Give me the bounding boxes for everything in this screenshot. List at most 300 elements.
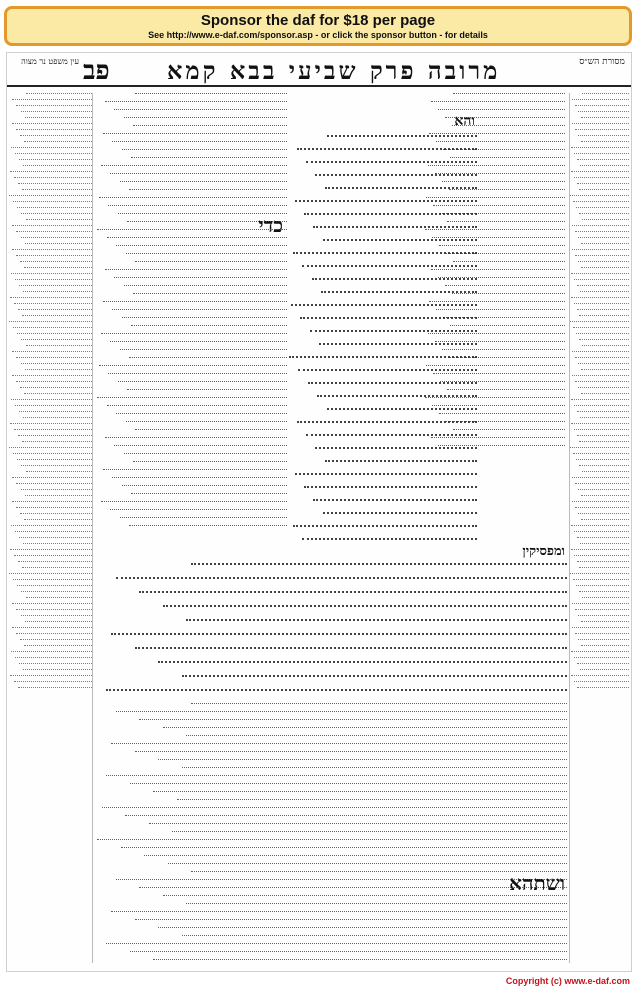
- text-line: [308, 382, 477, 384]
- gemara-wide-block: [97, 543, 567, 703]
- text-line: [293, 252, 477, 254]
- text-line: [9, 321, 92, 322]
- text-line: [582, 93, 629, 94]
- text-line: [126, 421, 288, 422]
- text-line: [106, 775, 567, 776]
- text-line: [24, 519, 92, 520]
- text-line: [13, 453, 92, 454]
- text-line: [581, 267, 629, 268]
- text-line: [112, 309, 287, 310]
- text-line: [22, 441, 92, 442]
- text-line: [577, 159, 629, 160]
- text-line: [581, 369, 629, 370]
- text-line: [577, 411, 629, 412]
- text-line: [578, 135, 629, 136]
- text-line: [313, 226, 477, 228]
- gemara-wide-opening-word: ומפסיקין: [522, 544, 565, 559]
- text-line: [111, 633, 567, 635]
- text-line: [158, 661, 567, 663]
- text-line: [580, 291, 629, 292]
- text-line: [16, 357, 92, 358]
- text-line: [21, 615, 92, 616]
- text-line: [110, 173, 287, 174]
- text-line: [191, 703, 567, 704]
- text-line: [578, 237, 629, 238]
- text-line: [21, 339, 92, 340]
- text-line: [125, 815, 567, 816]
- text-line: [574, 405, 629, 406]
- text-line: [12, 477, 92, 478]
- text-line: [289, 356, 477, 358]
- text-line: [10, 297, 92, 298]
- text-line: [574, 177, 629, 178]
- text-line: [107, 405, 288, 406]
- text-line: [578, 111, 629, 112]
- text-line: [186, 619, 567, 621]
- text-line: [577, 435, 630, 436]
- text-line: [575, 255, 629, 256]
- text-line: [172, 831, 567, 832]
- text-line: [144, 855, 567, 856]
- text-line: [16, 255, 92, 256]
- text-line: [122, 317, 287, 318]
- text-line: [124, 285, 287, 286]
- masoret-heading: מסורת הש״ס: [579, 57, 625, 67]
- text-line: [19, 159, 92, 160]
- text-line: [327, 408, 477, 410]
- sponsor-banner[interactable]: [4, 6, 632, 46]
- text-line: [572, 99, 629, 100]
- text-line: [578, 387, 629, 388]
- text-line: [572, 627, 629, 628]
- text-line: [133, 125, 287, 126]
- text-line: [108, 205, 287, 206]
- text-line: [9, 573, 92, 574]
- text-line: [19, 663, 92, 664]
- text-line: [26, 471, 92, 472]
- text-line: [580, 543, 629, 544]
- text-line: [127, 221, 287, 222]
- text-line: [25, 621, 92, 622]
- text-line: [573, 201, 629, 202]
- text-line: [133, 461, 287, 462]
- text-line: [576, 459, 629, 460]
- text-line: [106, 689, 567, 691]
- text-line: [129, 189, 287, 190]
- text-line: [12, 603, 92, 604]
- text-line: [23, 165, 92, 166]
- text-line: [581, 141, 629, 142]
- text-line: [16, 105, 92, 106]
- text-line: [16, 381, 92, 382]
- text-line: [103, 469, 287, 470]
- text-line: [118, 381, 287, 382]
- text-line: [101, 333, 287, 334]
- text-line: [581, 393, 629, 394]
- text-line: [21, 465, 92, 466]
- text-line: [576, 207, 629, 208]
- text-line: [10, 171, 92, 172]
- text-line: [120, 181, 287, 182]
- text-line: [24, 393, 92, 394]
- text-line: [122, 149, 287, 150]
- text-line: [110, 341, 287, 342]
- text-line: [20, 639, 92, 640]
- text-line: [313, 499, 477, 501]
- text-line: [99, 365, 287, 366]
- text-line: [14, 303, 92, 304]
- text-line: [572, 123, 629, 124]
- text-line: [574, 153, 629, 154]
- text-line: [576, 333, 629, 334]
- text-line: [580, 417, 629, 418]
- text-line: [18, 435, 92, 436]
- text-line: [579, 465, 629, 466]
- text-line: [17, 207, 92, 208]
- text-line: [578, 261, 629, 262]
- tosafot-opening-word: כדי: [258, 213, 283, 237]
- text-line: [581, 519, 629, 520]
- page-header: [7, 53, 631, 87]
- text-line: [20, 387, 92, 388]
- lower-opening-word: ושתהא: [509, 871, 565, 895]
- text-line: [580, 165, 629, 166]
- text-line: [304, 213, 477, 215]
- text-line: [571, 171, 629, 172]
- text-line: [575, 357, 629, 358]
- text-line: [101, 501, 287, 502]
- text-line: [16, 633, 92, 634]
- tosafot-commentary: [97, 93, 287, 533]
- text-line: [581, 243, 629, 244]
- text-line: [571, 273, 629, 274]
- text-line: [133, 293, 287, 294]
- text-line: [26, 345, 92, 346]
- text-line: [111, 911, 567, 912]
- text-line: [319, 343, 477, 345]
- gemara-opening-word: והא: [454, 113, 475, 129]
- text-line: [127, 389, 287, 390]
- text-line: [15, 405, 92, 406]
- text-line: [575, 381, 629, 382]
- text-line: [191, 871, 567, 872]
- text-line: [574, 429, 629, 430]
- text-line: [131, 493, 287, 494]
- text-line: [15, 531, 92, 532]
- text-line: [304, 486, 477, 488]
- text-line: [570, 447, 629, 448]
- text-line: [124, 453, 287, 454]
- text-line: [571, 423, 629, 424]
- text-line: [186, 903, 567, 904]
- sponsor-subtitle: See http://www.e-daf.com/sponsor.asp - or click the sponsor button - for details: [148, 30, 488, 40]
- text-line: [12, 99, 92, 100]
- text-line: [12, 351, 92, 352]
- text-line: [12, 225, 92, 226]
- text-line: [108, 373, 287, 374]
- text-line: [572, 351, 629, 352]
- text-line: [12, 627, 93, 628]
- text-line: [13, 579, 92, 580]
- text-line: [97, 397, 287, 398]
- text-line: [19, 411, 92, 412]
- text-line: [23, 543, 92, 544]
- text-line: [323, 512, 477, 514]
- text-line: [118, 213, 287, 214]
- text-line: [571, 399, 629, 400]
- text-line: [25, 369, 92, 370]
- text-line: [315, 174, 477, 176]
- text-line: [24, 267, 92, 268]
- text-line: [110, 509, 287, 510]
- text-line: [571, 525, 629, 526]
- text-line: [26, 597, 92, 598]
- text-line: [325, 187, 477, 189]
- text-line: [25, 117, 92, 118]
- text-line: [295, 200, 477, 202]
- text-line: [298, 369, 477, 371]
- text-line: [579, 441, 629, 442]
- gemara-text: [289, 135, 477, 543]
- text-line: [572, 249, 629, 250]
- text-line: [575, 483, 629, 484]
- text-line: [575, 633, 629, 634]
- text-line: [24, 141, 92, 142]
- text-line: [582, 219, 629, 220]
- text-line: [112, 477, 287, 478]
- text-line: [116, 577, 567, 579]
- text-line: [103, 133, 287, 134]
- text-line: [11, 399, 92, 400]
- text-line: [19, 285, 92, 286]
- text-line: [22, 189, 92, 190]
- text-line: [579, 189, 629, 190]
- text-line: [10, 675, 92, 676]
- text-line: [163, 895, 567, 896]
- text-line: [306, 161, 477, 163]
- text-line: [579, 591, 629, 592]
- text-line: [9, 195, 92, 196]
- text-line: [578, 615, 629, 616]
- text-line: [135, 93, 287, 94]
- text-line: [577, 537, 629, 538]
- text-line: [582, 471, 629, 472]
- text-line: [103, 301, 287, 302]
- text-line: [581, 117, 629, 118]
- text-line: [438, 109, 565, 110]
- ein-mishpat-heading: עין משפט נר מצוה: [21, 57, 79, 66]
- text-line: [130, 951, 567, 952]
- talmud-page: [6, 52, 632, 972]
- text-line: [135, 751, 567, 752]
- text-line: [16, 483, 92, 484]
- text-line: [107, 237, 288, 238]
- text-line: [111, 743, 567, 744]
- text-line: [135, 647, 567, 649]
- tractate-title: מרובה פרק שביעי בבא קמא: [167, 56, 501, 85]
- text-line: [135, 919, 567, 920]
- text-line: [163, 727, 567, 728]
- text-line: [571, 651, 629, 652]
- copyright-link[interactable]: Copyright (c) www.e-daf.com: [505, 976, 630, 986]
- text-line: [297, 421, 477, 423]
- text-line: [577, 183, 630, 184]
- daf-number: פב: [83, 56, 110, 86]
- text-line: [21, 213, 92, 214]
- text-line: [153, 791, 567, 792]
- text-line: [321, 291, 477, 293]
- text-line: [149, 823, 567, 824]
- text-line: [312, 278, 477, 280]
- text-line: [16, 507, 92, 508]
- text-line: [575, 231, 629, 232]
- text-line: [14, 429, 92, 430]
- text-line: [573, 327, 629, 328]
- text-line: [131, 325, 287, 326]
- text-line: [139, 591, 567, 593]
- text-line: [315, 447, 477, 449]
- text-line: [13, 201, 92, 202]
- lower-commentary-text: [97, 703, 567, 965]
- text-line: [22, 315, 92, 316]
- text-line: [21, 237, 92, 238]
- masoret-text: [570, 93, 629, 693]
- text-line: [14, 177, 92, 178]
- text-line: [17, 459, 92, 460]
- text-line: [579, 213, 629, 214]
- lower-commentary: [97, 703, 567, 965]
- text-line: [114, 277, 287, 278]
- text-line: [158, 759, 567, 760]
- text-line: [572, 225, 629, 226]
- text-line: [23, 669, 92, 670]
- tosafot-text: [97, 93, 287, 533]
- text-line: [11, 273, 92, 274]
- text-line: [14, 681, 92, 682]
- text-line: [453, 93, 565, 94]
- text-line: [325, 460, 477, 462]
- text-line: [575, 609, 629, 610]
- text-line: [574, 555, 629, 556]
- text-line: [574, 279, 629, 280]
- text-line: [577, 309, 630, 310]
- text-line: [120, 349, 287, 350]
- text-line: [578, 363, 629, 364]
- text-line: [186, 735, 567, 736]
- text-line: [124, 117, 287, 118]
- text-line: [105, 269, 287, 270]
- text-line: [105, 101, 287, 102]
- text-line: [19, 537, 92, 538]
- text-line: [15, 279, 92, 280]
- text-line: [122, 485, 287, 486]
- text-line: [17, 333, 92, 334]
- text-line: [577, 663, 629, 664]
- text-line: [10, 423, 92, 424]
- text-line: [582, 345, 629, 346]
- text-line: [572, 477, 629, 478]
- text-line: [130, 783, 567, 784]
- text-line: [575, 129, 629, 130]
- text-line: [571, 675, 629, 676]
- text-line: [581, 495, 629, 496]
- text-line: [116, 245, 287, 246]
- text-line: [580, 669, 629, 670]
- text-line: [26, 219, 92, 220]
- text-line: [20, 261, 92, 262]
- text-line: [572, 501, 629, 502]
- text-line: [26, 93, 92, 94]
- text-line: [23, 417, 92, 418]
- text-line: [21, 363, 92, 364]
- text-line: [21, 111, 92, 112]
- text-line: [17, 585, 92, 586]
- text-line: [575, 105, 629, 106]
- text-line: [295, 473, 477, 475]
- masoret-column: [569, 93, 629, 963]
- text-line: [15, 657, 92, 658]
- text-line: [18, 687, 92, 688]
- text-line: [23, 291, 92, 292]
- text-line: [579, 339, 629, 340]
- text-line: [18, 183, 92, 184]
- gemara-wide-text: [97, 563, 567, 703]
- text-line: [177, 799, 567, 800]
- text-line: [323, 239, 477, 241]
- text-line: [101, 165, 287, 166]
- text-line: [12, 501, 93, 502]
- text-line: [135, 261, 287, 262]
- text-line: [293, 525, 477, 527]
- text-line: [106, 943, 567, 944]
- text-line: [10, 549, 92, 550]
- text-line: [182, 767, 567, 768]
- ein-mishpat-column: [9, 93, 93, 963]
- gemara-text-block: [289, 113, 477, 543]
- text-line: [25, 495, 92, 496]
- text-line: [572, 603, 629, 604]
- text-line: [297, 148, 477, 150]
- text-line: [114, 109, 287, 110]
- text-line: [291, 304, 477, 306]
- text-line: [578, 513, 629, 514]
- text-line: [572, 375, 629, 376]
- text-line: [116, 711, 567, 712]
- text-line: [12, 123, 93, 124]
- text-line: [20, 135, 92, 136]
- text-line: [310, 330, 477, 332]
- text-line: [20, 513, 92, 514]
- text-line: [11, 147, 92, 148]
- text-line: [18, 309, 92, 310]
- text-line: [575, 507, 629, 508]
- text-line: [182, 675, 567, 677]
- text-line: [18, 561, 92, 562]
- text-line: [571, 297, 629, 298]
- text-line: [11, 651, 92, 652]
- text-line: [16, 609, 92, 610]
- text-line: [302, 538, 477, 540]
- text-line: [129, 525, 287, 526]
- text-line: [579, 315, 629, 316]
- text-line: [300, 317, 477, 319]
- text-line: [158, 927, 567, 928]
- text-line: [105, 437, 287, 438]
- text-line: [574, 531, 629, 532]
- text-line: [582, 597, 629, 598]
- text-line: [24, 645, 92, 646]
- text-line: [22, 567, 92, 568]
